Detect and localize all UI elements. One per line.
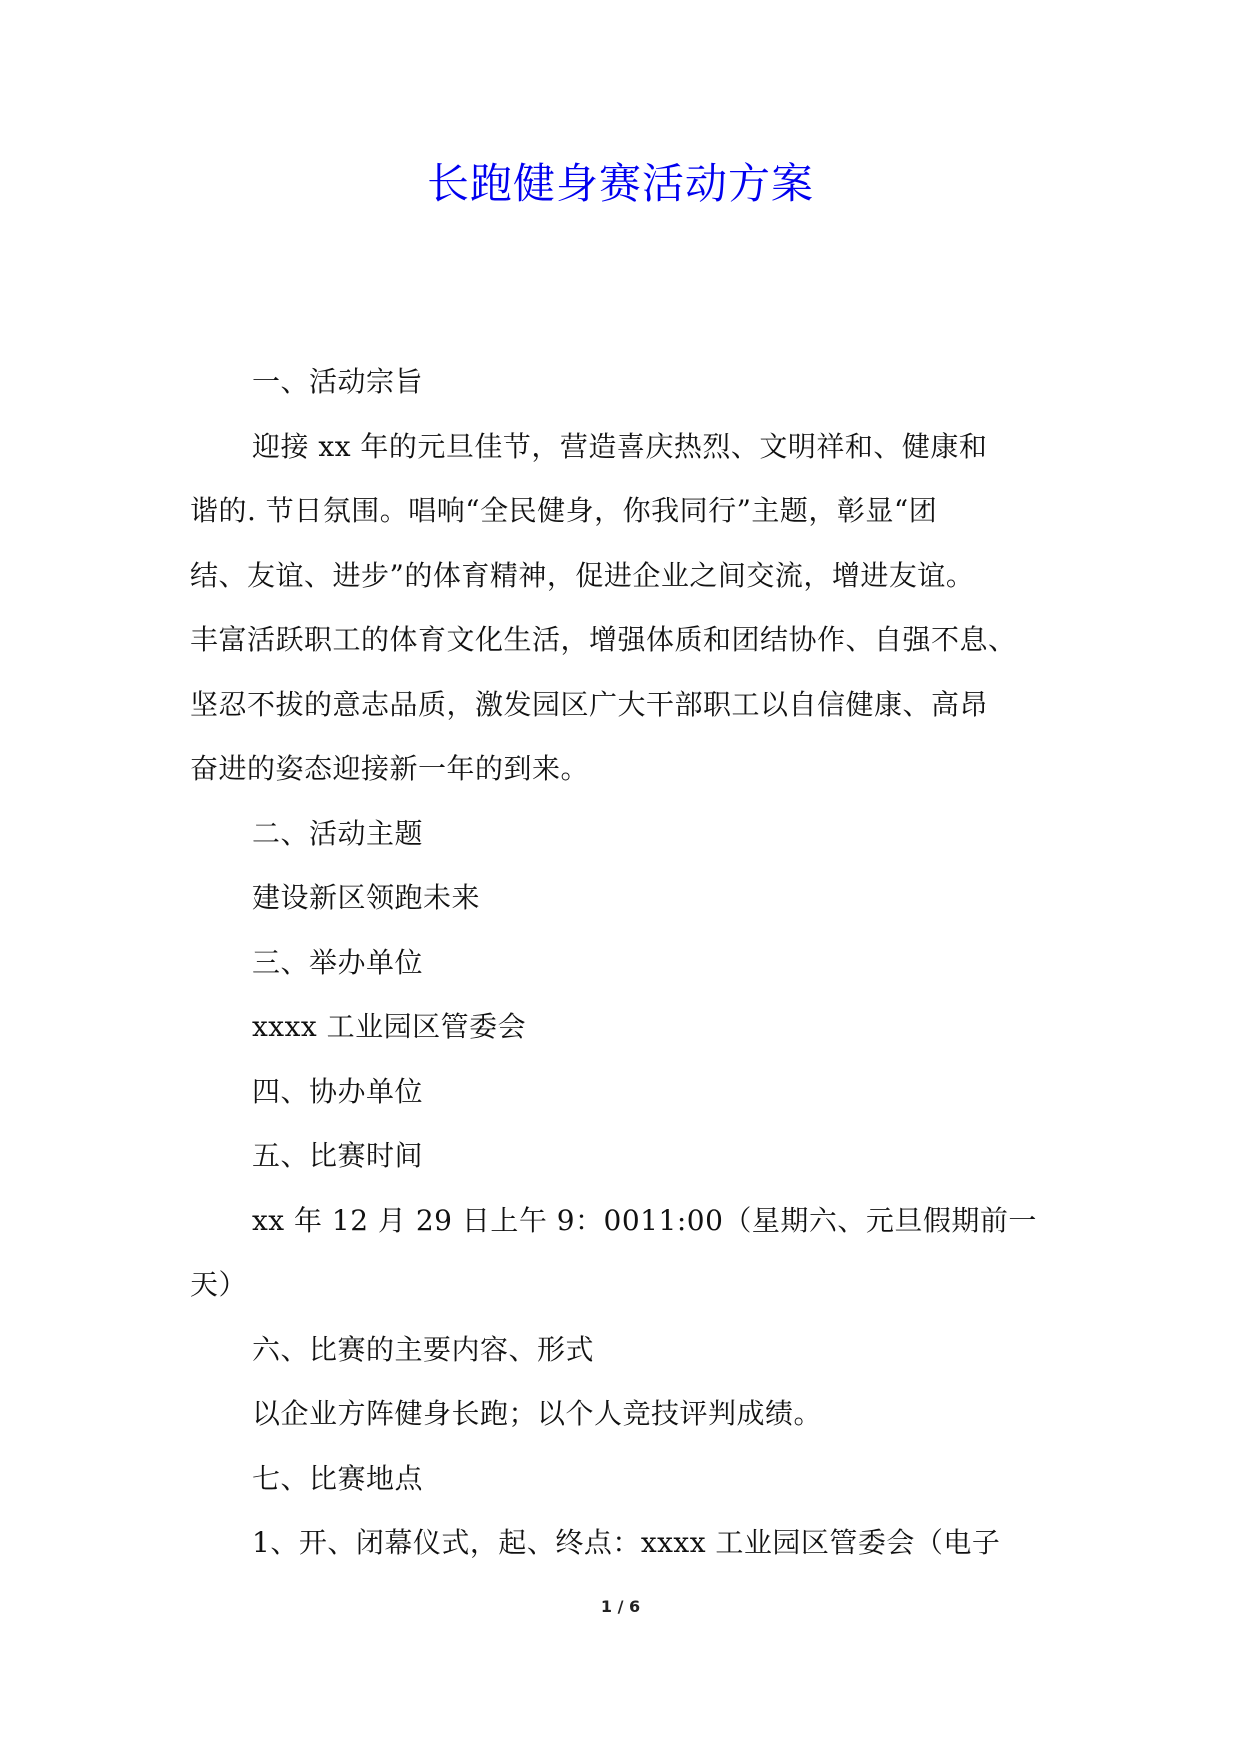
body-line: 五、比赛时间 [252, 1139, 424, 1172]
body-line: 建设新区领跑未来 [252, 881, 481, 914]
body-line: 谐的. 节日氛围。唱响“全民健身，你我同行”主题，彰显“团 [190, 494, 938, 527]
body-line: 七、比赛地点 [252, 1461, 424, 1495]
body-line: 迎接 xx 年的元旦佳节，营造喜庆热烈、文明祥和、健康和 [252, 429, 988, 463]
body-line: xxxx 工业园区管委会 [252, 1010, 527, 1043]
body-line: 以企业方阵健身长跑；以个人竞技评判成绩。 [252, 1397, 823, 1430]
page-number: 1 / 6 [600, 1597, 641, 1616]
body-line: 二、活动主题 [252, 816, 424, 850]
body-line: 天） [190, 1268, 248, 1301]
body-line: 坚忍不拔的意志品质，激发园区广大干部职工以自信健康、高昂 [190, 687, 989, 721]
body-line: 奋进的姿态迎接新一年的到来。 [190, 752, 590, 785]
body-line: xx 年 12 月 29 日上午 9：0011:00（星期六、元旦假期前一 [252, 1203, 1037, 1237]
body-line: 六、比赛的主要内容、形式 [252, 1332, 595, 1366]
body-line: 三、举办单位 [252, 945, 424, 979]
document-title: 长跑健身赛活动方案 [426, 159, 814, 208]
body-line: 丰富活跃职工的体育文化生活，增强体质和团结协作、自强不息、 [190, 623, 1017, 656]
document-body [190, 350, 1060, 1576]
body-line: 一、活动宗旨 [252, 365, 424, 398]
body-line: 1、开、闭幕仪式，起、终点：xxxx 工业园区管委会（电子 [252, 1526, 1001, 1559]
body-line: 结、友谊、进步”的体育精神，促进企业之间交流，增进友谊。 [190, 558, 975, 592]
body-line: 四、协办单位 [252, 1074, 424, 1108]
